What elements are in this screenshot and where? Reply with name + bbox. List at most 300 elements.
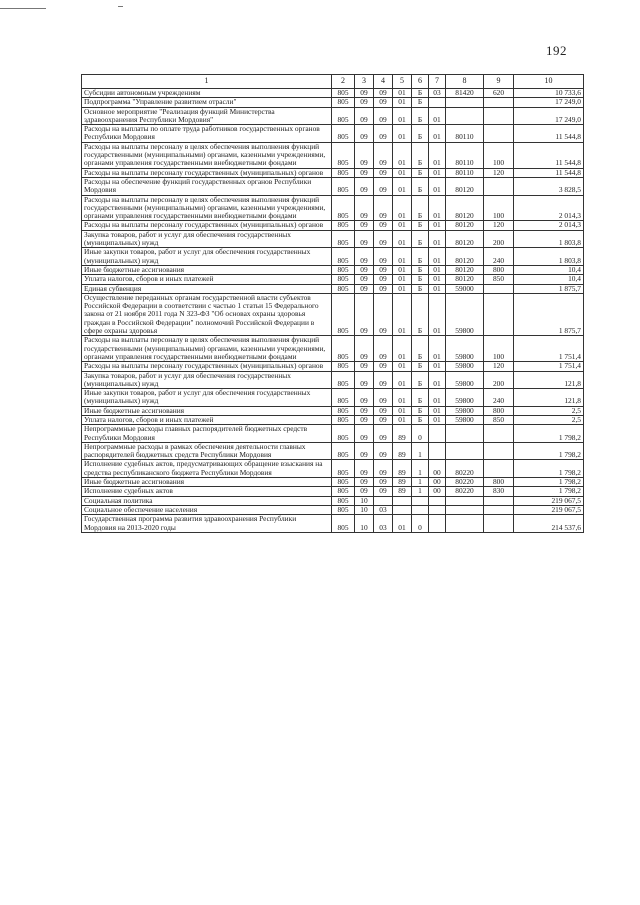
row-description: Расходы на выплаты персоналу в целях обеспечения выполнения функций государственными (муниципальными) органами, казенными учреждениями, органами управления государственными внебюджетными фондами bbox=[82, 195, 332, 221]
code-cell: 09 bbox=[355, 478, 374, 487]
code-cell: 805 bbox=[332, 406, 355, 415]
amount-cell: 1 798,2 bbox=[514, 478, 584, 487]
amount-cell: 1 875,7 bbox=[514, 284, 584, 293]
row-description: Закупка товаров, работ и услуг для обеспечения государственных (муниципальных) нужд bbox=[82, 230, 332, 248]
row-description: Социальная политика bbox=[82, 496, 332, 505]
budget-table bbox=[81, 74, 584, 533]
row-description: Иные бюджетные ассигнования bbox=[82, 406, 332, 415]
code-cell: 200 bbox=[484, 371, 514, 389]
code-cell: 09 bbox=[355, 460, 374, 478]
table-row bbox=[82, 389, 584, 407]
header-cell: 1 bbox=[82, 75, 332, 89]
code-cell bbox=[412, 496, 429, 505]
code-cell: 59800 bbox=[446, 371, 484, 389]
code-cell: 09 bbox=[355, 362, 374, 371]
code-cell: 09 bbox=[374, 478, 393, 487]
code-cell: 09 bbox=[355, 248, 374, 266]
code-cell: 09 bbox=[374, 230, 393, 248]
header-cell: 10 bbox=[514, 75, 584, 89]
code-cell: 800 bbox=[484, 478, 514, 487]
code-cell: 1 bbox=[412, 487, 429, 496]
header-cell: 3 bbox=[355, 75, 374, 89]
code-cell: 09 bbox=[374, 415, 393, 424]
code-cell: 805 bbox=[332, 107, 355, 125]
code-cell: 00 bbox=[429, 460, 446, 478]
code-cell: 805 bbox=[332, 442, 355, 460]
row-description: Социальное обеспечение населения bbox=[82, 505, 332, 514]
row-description: Исполнение судебных актов bbox=[82, 487, 332, 496]
row-description: Расходы на выплаты персоналу в целях обеспечения выполнения функций государственными (муниципальными) органами, казенными учреждениями, органами управления государственными внебюджетными фондами bbox=[82, 336, 332, 362]
code-cell: 59800 bbox=[446, 336, 484, 362]
code-cell bbox=[484, 515, 514, 533]
amount-cell: 11 544,8 bbox=[514, 125, 584, 143]
code-cell: 09 bbox=[374, 442, 393, 460]
code-cell: 800 bbox=[484, 406, 514, 415]
code-cell: 09 bbox=[355, 487, 374, 496]
code-cell: 01 bbox=[429, 406, 446, 415]
code-cell bbox=[446, 505, 484, 514]
code-cell bbox=[484, 460, 514, 478]
code-cell: 01 bbox=[393, 415, 412, 424]
code-cell: 59800 bbox=[446, 406, 484, 415]
amount-cell: 1 798,2 bbox=[514, 442, 584, 460]
code-cell: 805 bbox=[332, 221, 355, 230]
code-cell: 89 bbox=[393, 442, 412, 460]
code-cell: 01 bbox=[393, 515, 412, 533]
code-cell: 09 bbox=[355, 98, 374, 107]
code-cell: Б bbox=[412, 371, 429, 389]
code-cell: Б bbox=[412, 415, 429, 424]
code-cell: 59800 bbox=[446, 293, 484, 335]
code-cell: 01 bbox=[429, 125, 446, 143]
code-cell: 80110 bbox=[446, 142, 484, 168]
table-row bbox=[82, 460, 584, 478]
code-cell: 10 bbox=[355, 515, 374, 533]
code-cell: 09 bbox=[374, 142, 393, 168]
row-description: Иные бюджетные ассигнования bbox=[82, 265, 332, 274]
code-cell: 805 bbox=[332, 425, 355, 443]
row-description: Расходы на выплаты персоналу в целях обеспечения выполнения функций государственными (муниципальными) органами, казенными учреждениями, органами управления государственными внебюджетными фондами bbox=[82, 142, 332, 168]
code-cell: 100 bbox=[484, 195, 514, 221]
code-cell bbox=[429, 442, 446, 460]
code-cell: Б bbox=[412, 248, 429, 266]
code-cell: 01 bbox=[393, 89, 412, 98]
code-cell: 03 bbox=[429, 89, 446, 98]
code-cell: 01 bbox=[393, 293, 412, 335]
page-number: 192 bbox=[546, 43, 567, 58]
table-row bbox=[82, 478, 584, 487]
code-cell: 01 bbox=[429, 177, 446, 195]
code-cell bbox=[446, 496, 484, 505]
code-cell: 805 bbox=[332, 230, 355, 248]
code-cell: 80120 bbox=[446, 221, 484, 230]
code-cell: 01 bbox=[429, 168, 446, 177]
code-cell bbox=[484, 425, 514, 443]
code-cell bbox=[446, 515, 484, 533]
table-row bbox=[82, 221, 584, 230]
code-cell: Б bbox=[412, 284, 429, 293]
code-cell: 01 bbox=[429, 362, 446, 371]
code-cell bbox=[429, 425, 446, 443]
amount-cell: 219 067,5 bbox=[514, 496, 584, 505]
code-cell bbox=[429, 505, 446, 514]
code-cell: 805 bbox=[332, 293, 355, 335]
code-cell: 80120 bbox=[446, 230, 484, 248]
code-cell bbox=[429, 496, 446, 505]
code-cell: Б bbox=[412, 221, 429, 230]
amount-cell: 121,8 bbox=[514, 371, 584, 389]
code-cell: 01 bbox=[393, 265, 412, 274]
code-cell: 09 bbox=[374, 460, 393, 478]
code-cell: 09 bbox=[374, 284, 393, 293]
amount-cell: 17 249,0 bbox=[514, 107, 584, 125]
scan-artifact-line bbox=[0, 8, 46, 9]
code-cell: 59800 bbox=[446, 415, 484, 424]
code-cell: 120 bbox=[484, 168, 514, 177]
code-cell: 80110 bbox=[446, 125, 484, 143]
code-cell: 100 bbox=[484, 142, 514, 168]
row-description: Расходы на выплаты персоналу государственных (муниципальных) органов bbox=[82, 221, 332, 230]
amount-cell: 1 751,4 bbox=[514, 362, 584, 371]
table-row bbox=[82, 293, 584, 335]
code-cell: 805 bbox=[332, 515, 355, 533]
code-cell: 59000 bbox=[446, 284, 484, 293]
code-cell: 1 bbox=[412, 460, 429, 478]
amount-cell: 17 249,0 bbox=[514, 98, 584, 107]
code-cell: 09 bbox=[374, 168, 393, 177]
amount-cell: 1 798,2 bbox=[514, 460, 584, 478]
code-cell: 09 bbox=[374, 362, 393, 371]
code-cell bbox=[374, 496, 393, 505]
row-description: Осуществление переданных органам государственной власти субъектов Российской Федерации в соответствии с частью 1 статьи 15 Федерального закона от 21 ноября 2011 года N 323-ФЗ "Об основах охраны здоровья граждан в Российской Федерации" полномочий Российской Федерации в сфере охраны здоровья bbox=[82, 293, 332, 335]
row-description: Расходы на обеспечение функций государственных органов Республики Мордовия bbox=[82, 177, 332, 195]
amount-cell: 2 014,3 bbox=[514, 221, 584, 230]
code-cell: 09 bbox=[355, 177, 374, 195]
code-cell: 01 bbox=[393, 195, 412, 221]
code-cell: Б bbox=[412, 406, 429, 415]
code-cell: 100 bbox=[484, 336, 514, 362]
header-cell: 9 bbox=[484, 75, 514, 89]
code-cell: 09 bbox=[355, 371, 374, 389]
code-cell bbox=[393, 505, 412, 514]
code-cell: 09 bbox=[374, 275, 393, 284]
code-cell: 01 bbox=[429, 293, 446, 335]
code-cell: 01 bbox=[393, 389, 412, 407]
code-cell: 805 bbox=[332, 389, 355, 407]
table-row bbox=[82, 168, 584, 177]
code-cell: 120 bbox=[484, 221, 514, 230]
code-cell bbox=[484, 177, 514, 195]
amount-cell: 1 803,8 bbox=[514, 248, 584, 266]
code-cell bbox=[484, 284, 514, 293]
code-cell: Б bbox=[412, 389, 429, 407]
code-cell: 01 bbox=[393, 168, 412, 177]
code-cell: 09 bbox=[355, 142, 374, 168]
row-description: Основное мероприятие "Реализация функций Министерства здравоохранения Республики Мордовия" bbox=[82, 107, 332, 125]
amount-cell: 10,4 bbox=[514, 275, 584, 284]
code-cell: 09 bbox=[374, 89, 393, 98]
row-description: Непрограммные расходы главных распорядителей бюджетных средств Республики Мордовия bbox=[82, 425, 332, 443]
code-cell: 09 bbox=[374, 265, 393, 274]
code-cell: 200 bbox=[484, 230, 514, 248]
table-row bbox=[82, 89, 584, 98]
code-cell bbox=[446, 98, 484, 107]
table-row bbox=[82, 275, 584, 284]
code-cell: 80120 bbox=[446, 195, 484, 221]
code-cell: 03 bbox=[374, 505, 393, 514]
code-cell: 80220 bbox=[446, 487, 484, 496]
code-cell: 805 bbox=[332, 195, 355, 221]
code-cell bbox=[484, 505, 514, 514]
code-cell: Б bbox=[412, 275, 429, 284]
code-cell: 09 bbox=[374, 389, 393, 407]
table-row bbox=[82, 362, 584, 371]
code-cell: 09 bbox=[374, 195, 393, 221]
code-cell: 09 bbox=[355, 168, 374, 177]
table-row bbox=[82, 107, 584, 125]
table-row bbox=[82, 336, 584, 362]
code-cell: Б bbox=[412, 107, 429, 125]
code-cell: 805 bbox=[332, 142, 355, 168]
code-cell: 805 bbox=[332, 496, 355, 505]
amount-cell: 2 014,3 bbox=[514, 195, 584, 221]
amount-cell: 11 544,8 bbox=[514, 142, 584, 168]
code-cell: 00 bbox=[429, 487, 446, 496]
code-cell: 09 bbox=[355, 442, 374, 460]
code-cell: 01 bbox=[429, 336, 446, 362]
code-cell bbox=[484, 125, 514, 143]
code-cell: 240 bbox=[484, 389, 514, 407]
code-cell: 80120 bbox=[446, 177, 484, 195]
table-row bbox=[82, 195, 584, 221]
code-cell: Б bbox=[412, 89, 429, 98]
code-cell: 09 bbox=[355, 230, 374, 248]
code-cell: Б bbox=[412, 336, 429, 362]
code-cell: 09 bbox=[355, 389, 374, 407]
code-cell bbox=[484, 496, 514, 505]
code-cell: 80120 bbox=[446, 275, 484, 284]
table-row bbox=[82, 98, 584, 107]
code-cell bbox=[484, 98, 514, 107]
code-cell: 0 bbox=[412, 515, 429, 533]
amount-cell: 11 544,8 bbox=[514, 168, 584, 177]
table-row bbox=[82, 284, 584, 293]
code-cell bbox=[484, 442, 514, 460]
code-cell bbox=[446, 107, 484, 125]
table-row bbox=[82, 505, 584, 514]
code-cell: 01 bbox=[393, 406, 412, 415]
amount-cell: 1 803,8 bbox=[514, 230, 584, 248]
code-cell: 09 bbox=[355, 195, 374, 221]
header-cell: 2 bbox=[332, 75, 355, 89]
code-cell: 89 bbox=[393, 487, 412, 496]
table-row bbox=[82, 515, 584, 533]
code-cell: 09 bbox=[355, 284, 374, 293]
table-row bbox=[82, 177, 584, 195]
code-cell: 805 bbox=[332, 168, 355, 177]
amount-cell: 214 537,6 bbox=[514, 515, 584, 533]
code-cell: Б bbox=[412, 142, 429, 168]
code-cell: 01 bbox=[429, 371, 446, 389]
row-description: Расходы на выплаты персоналу государственных (муниципальных) органов bbox=[82, 168, 332, 177]
amount-cell: 1 798,2 bbox=[514, 425, 584, 443]
code-cell: 09 bbox=[355, 107, 374, 125]
row-description: Закупка товаров, работ и услуг для обеспечения государственных (муниципальных) нужд bbox=[82, 371, 332, 389]
code-cell: 09 bbox=[355, 406, 374, 415]
code-cell: 01 bbox=[429, 265, 446, 274]
code-cell: 80220 bbox=[446, 460, 484, 478]
table-row bbox=[82, 425, 584, 443]
code-cell: 805 bbox=[332, 415, 355, 424]
table-row bbox=[82, 487, 584, 496]
code-cell: 805 bbox=[332, 371, 355, 389]
code-cell: 01 bbox=[393, 125, 412, 143]
header-cell: 8 bbox=[446, 75, 484, 89]
amount-cell: 1 751,4 bbox=[514, 336, 584, 362]
code-cell: 09 bbox=[355, 336, 374, 362]
code-cell: 01 bbox=[429, 230, 446, 248]
code-cell: 01 bbox=[393, 284, 412, 293]
code-cell: 1 bbox=[412, 478, 429, 487]
code-cell: 09 bbox=[355, 89, 374, 98]
code-cell: 0 bbox=[412, 425, 429, 443]
code-cell: 00 bbox=[429, 478, 446, 487]
code-cell: 01 bbox=[393, 221, 412, 230]
code-cell: Б bbox=[412, 230, 429, 248]
code-cell: 805 bbox=[332, 362, 355, 371]
row-description: Подпрограмма "Управление развитием отрасли" bbox=[82, 98, 332, 107]
code-cell bbox=[393, 496, 412, 505]
code-cell: 01 bbox=[393, 177, 412, 195]
code-cell: 805 bbox=[332, 275, 355, 284]
code-cell: 805 bbox=[332, 336, 355, 362]
code-cell: 09 bbox=[355, 265, 374, 274]
header-cell: 7 bbox=[429, 75, 446, 89]
code-cell bbox=[484, 293, 514, 335]
code-cell: 805 bbox=[332, 98, 355, 107]
amount-cell: 2,5 bbox=[514, 415, 584, 424]
header-cell: 4 bbox=[374, 75, 393, 89]
table-row bbox=[82, 371, 584, 389]
code-cell: 850 bbox=[484, 275, 514, 284]
code-cell: 805 bbox=[332, 125, 355, 143]
code-cell: 09 bbox=[374, 293, 393, 335]
code-cell: 80220 bbox=[446, 478, 484, 487]
scan-artifact-mark bbox=[118, 6, 123, 7]
row-description: Иные закупки товаров, работ и услуг для обеспечения государственных (муниципальных) нужд bbox=[82, 248, 332, 266]
code-cell: Б bbox=[412, 293, 429, 335]
table-header-row bbox=[82, 75, 584, 89]
code-cell: 850 bbox=[484, 415, 514, 424]
code-cell bbox=[412, 505, 429, 514]
code-cell: 01 bbox=[429, 221, 446, 230]
row-description: Субсидии автономным учреждениям bbox=[82, 89, 332, 98]
code-cell: 01 bbox=[429, 248, 446, 266]
amount-cell: 1 875,7 bbox=[514, 293, 584, 335]
code-cell: 01 bbox=[393, 98, 412, 107]
code-cell: 09 bbox=[374, 487, 393, 496]
code-cell: 240 bbox=[484, 248, 514, 266]
code-cell: 09 bbox=[374, 221, 393, 230]
code-cell: 01 bbox=[393, 107, 412, 125]
code-cell: 80120 bbox=[446, 248, 484, 266]
amount-cell: 3 828,5 bbox=[514, 177, 584, 195]
code-cell: 01 bbox=[429, 142, 446, 168]
code-cell: 805 bbox=[332, 248, 355, 266]
code-cell: 805 bbox=[332, 460, 355, 478]
row-description: Непрограммные расходы в рамках обеспечения деятельности главных распорядителей бюджетных средств Республики Мордовия bbox=[82, 442, 332, 460]
row-description: Уплата налогов, сборов и иных платежей bbox=[82, 275, 332, 284]
code-cell bbox=[429, 98, 446, 107]
code-cell: 09 bbox=[355, 125, 374, 143]
amount-cell: 121,8 bbox=[514, 389, 584, 407]
code-cell: 09 bbox=[374, 125, 393, 143]
code-cell: 89 bbox=[393, 425, 412, 443]
row-description: Расходы на выплаты по оплате труда работников государственных органов Республики Мордовия bbox=[82, 125, 332, 143]
code-cell: 01 bbox=[429, 284, 446, 293]
code-cell: Б bbox=[412, 98, 429, 107]
code-cell: 09 bbox=[374, 107, 393, 125]
code-cell: 03 bbox=[374, 515, 393, 533]
code-cell: 800 bbox=[484, 265, 514, 274]
code-cell: 830 bbox=[484, 487, 514, 496]
code-cell: 09 bbox=[374, 336, 393, 362]
code-cell: 620 bbox=[484, 89, 514, 98]
code-cell: 09 bbox=[374, 177, 393, 195]
code-cell: 120 bbox=[484, 362, 514, 371]
code-cell: 01 bbox=[393, 362, 412, 371]
amount-cell: 2,5 bbox=[514, 406, 584, 415]
code-cell bbox=[429, 515, 446, 533]
code-cell: 09 bbox=[374, 406, 393, 415]
code-cell bbox=[484, 107, 514, 125]
code-cell: 805 bbox=[332, 284, 355, 293]
code-cell: Б bbox=[412, 125, 429, 143]
code-cell: 805 bbox=[332, 487, 355, 496]
header-cell: 6 bbox=[412, 75, 429, 89]
code-cell: 01 bbox=[429, 389, 446, 407]
code-cell: 09 bbox=[374, 425, 393, 443]
code-cell: Б bbox=[412, 195, 429, 221]
table-row bbox=[82, 248, 584, 266]
table-row bbox=[82, 142, 584, 168]
code-cell: 10 bbox=[355, 505, 374, 514]
row-description: Исполнение судебных актов, предусматривающих обращение взыскания на средства республиканского бюджета Республики Мордовия bbox=[82, 460, 332, 478]
code-cell: 81420 bbox=[446, 89, 484, 98]
table-row bbox=[82, 406, 584, 415]
table-row bbox=[82, 125, 584, 143]
amount-cell: 219 067,5 bbox=[514, 505, 584, 514]
code-cell: 01 bbox=[393, 230, 412, 248]
code-cell: 09 bbox=[374, 98, 393, 107]
header-cell: 5 bbox=[393, 75, 412, 89]
code-cell: 80120 bbox=[446, 265, 484, 274]
code-cell: 01 bbox=[393, 142, 412, 168]
row-description: Расходы на выплаты персоналу государственных (муниципальных) органов bbox=[82, 362, 332, 371]
amount-cell: 1 798,2 bbox=[514, 487, 584, 496]
code-cell: 01 bbox=[393, 336, 412, 362]
code-cell: 09 bbox=[355, 415, 374, 424]
code-cell: Б bbox=[412, 177, 429, 195]
code-cell: 805 bbox=[332, 478, 355, 487]
code-cell bbox=[446, 425, 484, 443]
table-row bbox=[82, 230, 584, 248]
row-description: Единая субвенция bbox=[82, 284, 332, 293]
code-cell: 01 bbox=[429, 195, 446, 221]
code-cell: 89 bbox=[393, 460, 412, 478]
code-cell: 01 bbox=[393, 371, 412, 389]
code-cell: 01 bbox=[393, 248, 412, 266]
